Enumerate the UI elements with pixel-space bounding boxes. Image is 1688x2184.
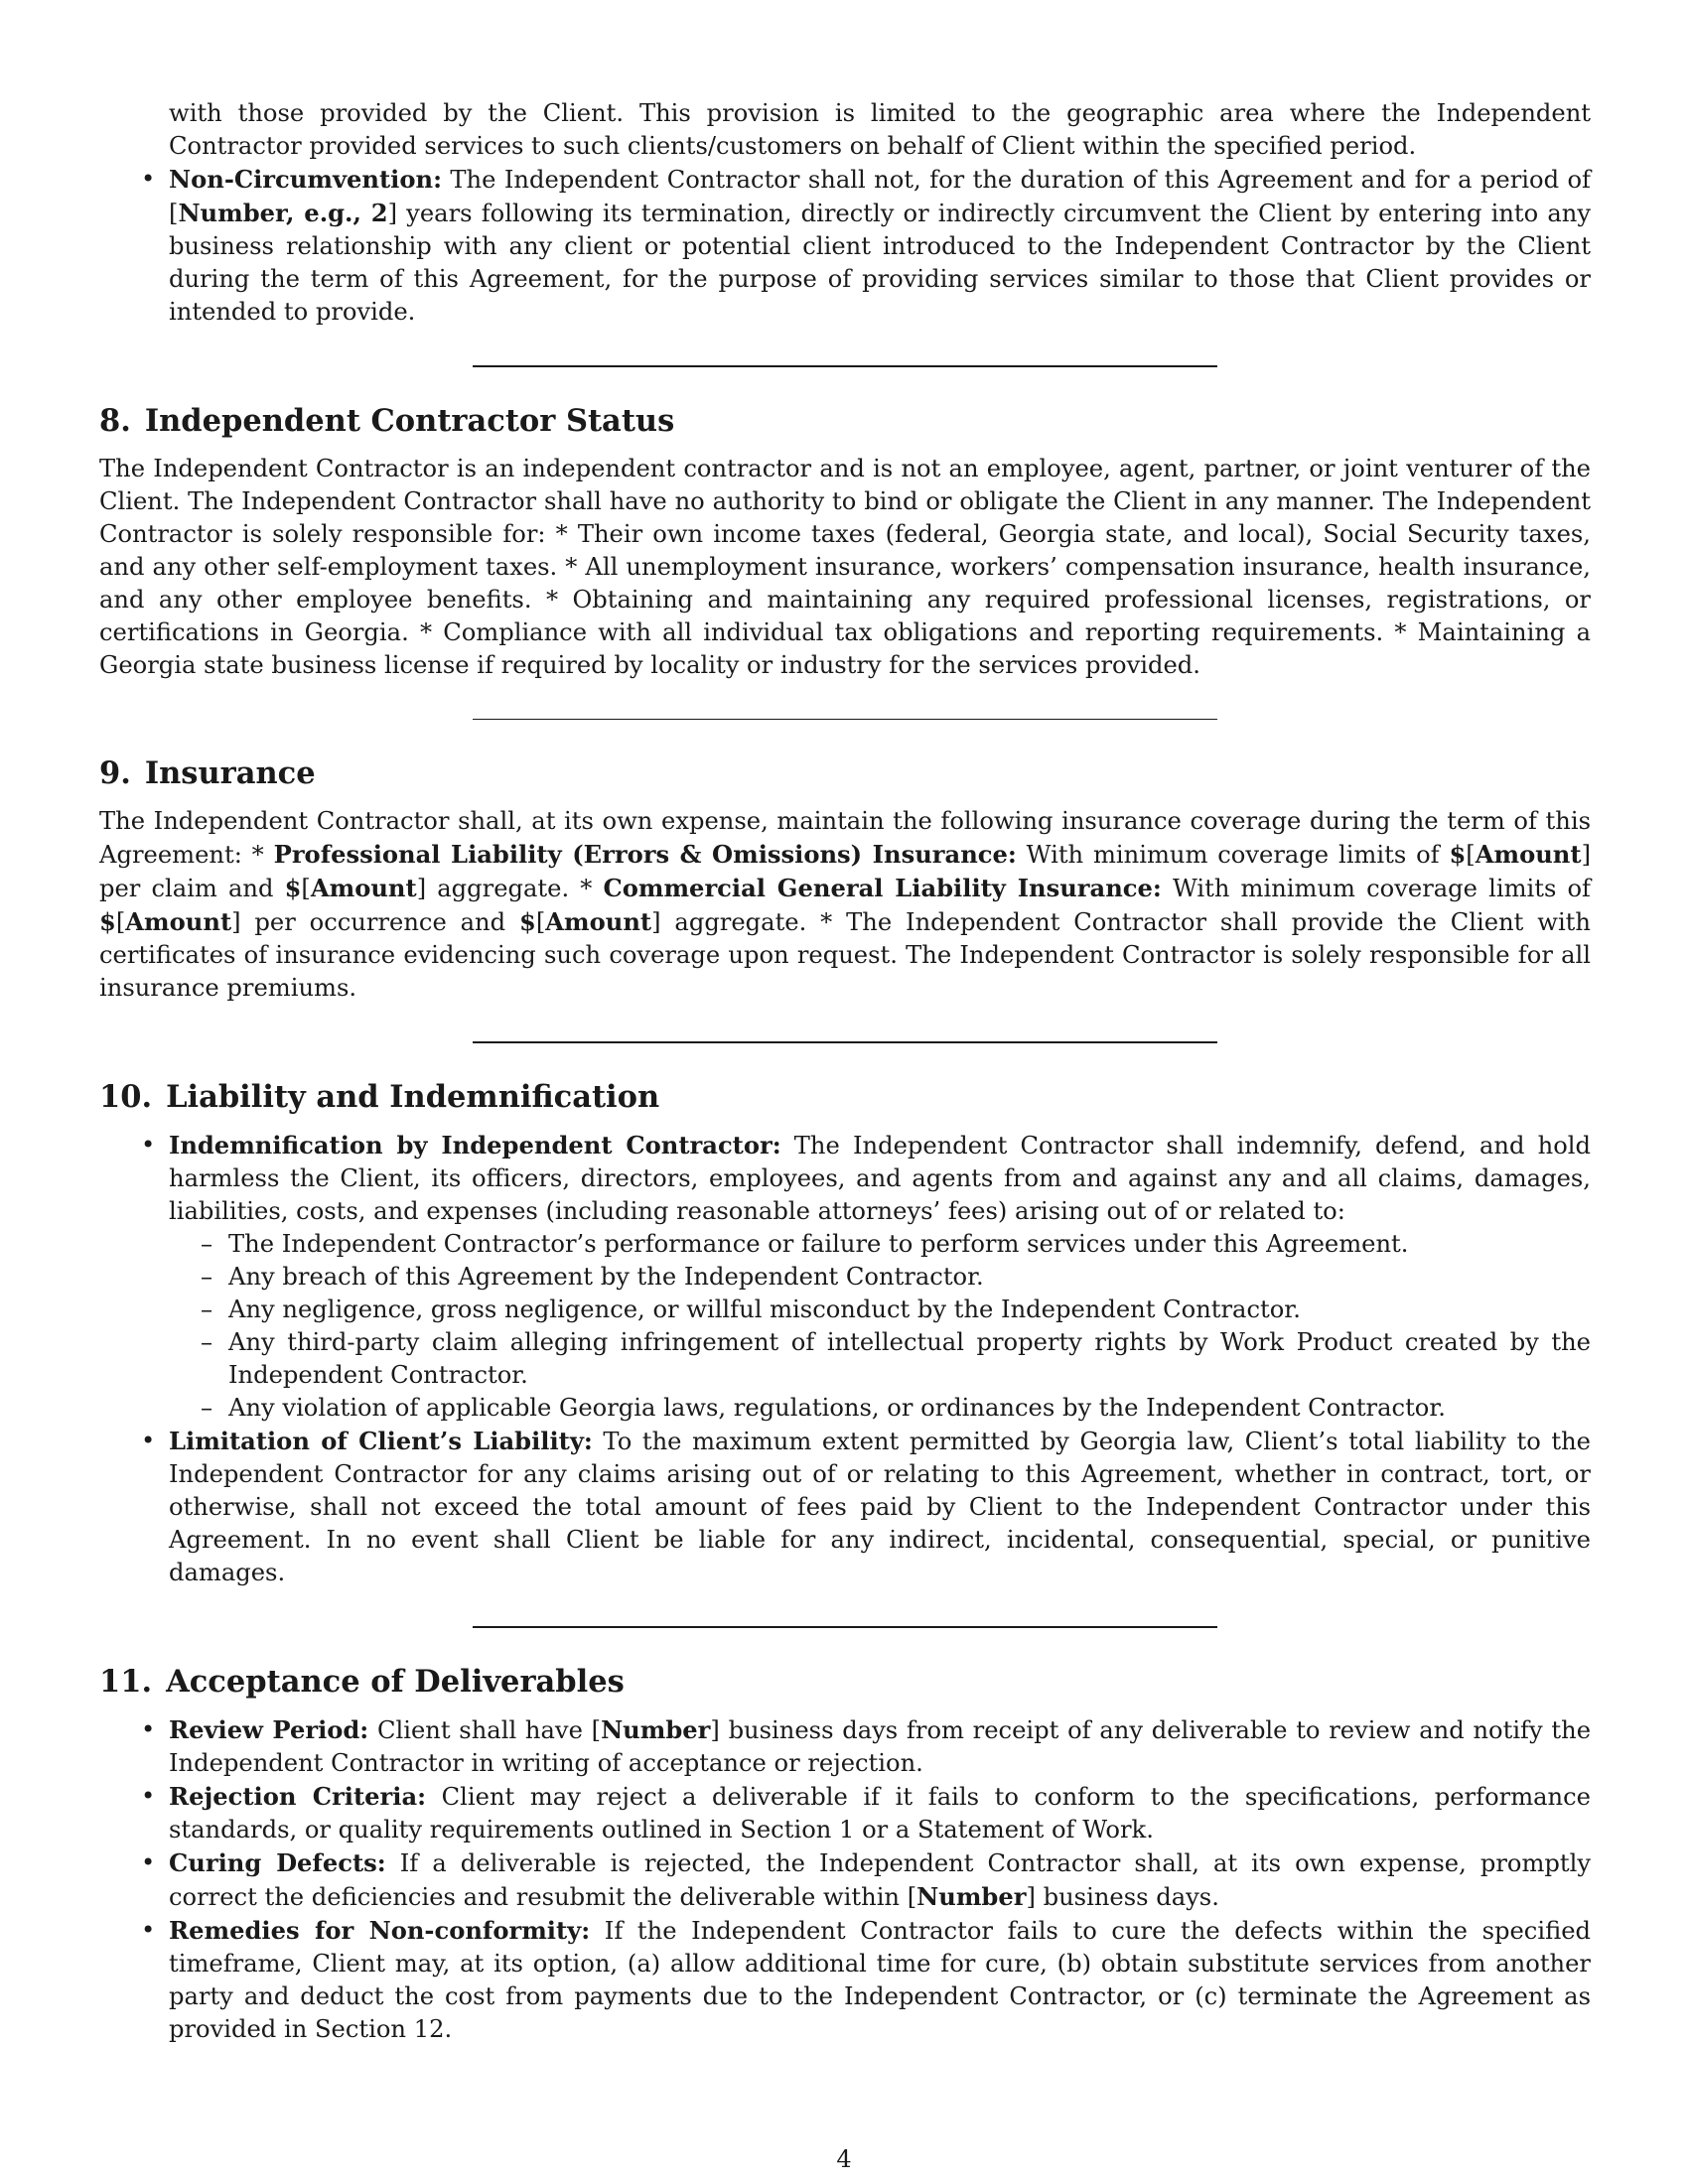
continued-paragraph: [169, 97, 1591, 163]
list-item-curing-defects: [169, 1846, 1591, 1914]
section-heading-10: [99, 1077, 1591, 1117]
text-run: With minimum coverage limits of: [1016, 841, 1450, 869]
list-item-non-circumvention: [169, 163, 1591, 329]
non-circumvention-label: Non-Circumvention:: [169, 165, 442, 194]
continued-text: with those provided by the Client. This provision is limited to the geographic area where the Independent Contractor provided services to such clients/customers on behalf of Client within the specified period.: [169, 99, 1591, 160]
remedies-label: Remedies for Non-conformity:: [169, 1916, 591, 1945]
text-run: [: [301, 875, 311, 902]
list-item-indemnification: [169, 1129, 1591, 1425]
section-divider: [473, 1626, 1217, 1628]
non-circumvention-placeholder: Number, e.g., 2: [178, 199, 388, 227]
text-run: ] per occurrence and: [231, 908, 519, 936]
curing-label: Curing Defects:: [169, 1848, 386, 1877]
section-heading-9: [99, 753, 1591, 793]
sub-list-item: – Any violation of applicable Georgia laws, regulations, or ordinances by the Independent Contractor.: [228, 1392, 1591, 1425]
section-number: 9.: [99, 755, 131, 791]
section-title: Liability and Indemnification: [166, 1079, 660, 1115]
review-text: Client shall have [: [368, 1716, 602, 1744]
bold-run: $: [284, 874, 302, 902]
curing-text: If a deliverable is rejected, the Independent Contractor shall, at its own expense, promptly correct the deficiencies and resubmit the deliverable within [: [169, 1849, 1591, 1911]
sub-list-item: – The Independent Contractor’s performance or failure to perform services under this Agreement.: [228, 1228, 1591, 1261]
section-divider: [473, 365, 1217, 367]
curing-text-2: ] business days.: [1026, 1883, 1219, 1911]
review-label: Review Period:: [169, 1715, 369, 1744]
list-item-limitation: [169, 1425, 1591, 1589]
section-title: Insurance: [144, 755, 316, 791]
sub-list-item: – Any negligence, gross negligence, or willful misconduct by the Independent Contractor.: [228, 1294, 1591, 1326]
limitation-text: To the maximum extent permitted by Georgia law, Client’s total liability to the Independent Contractor for any claims arising out of or relating to this Agreement, whether in contract, tort, or otherwise, shall not exceed the total amount of fees paid by Client to the Independent Contractor under this Agreement. In no event shall Client be liable for any indirect, incidental, consequential, special, or punitive damages.: [169, 1428, 1591, 1586]
review-placeholder: Number: [601, 1715, 711, 1744]
text-run: ] aggregate. *: [416, 875, 604, 902]
section-8-body: The Independent Contractor is an independent contractor and is not an employee, agent, partner, or joint venturer of the Client. The Independent Contractor shall have no authority to bind or obligate the Client in any manner. The Independent Contractor is solely responsible for: * Their own income taxes (federal, Georgia state, and local), Social Security taxes, and any other self-employment taxes. * All unemployment insurance, workers’ compensation insurance, health insurance, and any other employee benefits. * Obtaining and maintaining any required professional licenses, registrations, or certifications in Georgia. * Compliance with all individual tax obligations and reporting requirements. * Maintaining a Georgia state business license if required by locality or industry for the services provided.: [99, 455, 1591, 679]
continued-list: [99, 97, 1591, 329]
list-item-remedies: [169, 1914, 1591, 2046]
section-divider: [473, 1041, 1217, 1043]
text-run: ] per claim and: [99, 841, 1591, 902]
section-title: Acceptance of Deliverables: [166, 1664, 625, 1700]
section-heading-8: [99, 401, 1591, 441]
curing-placeholder: Number: [916, 1882, 1027, 1911]
section-number: 8.: [99, 403, 131, 439]
bold-run: $: [518, 907, 536, 936]
page-number: 4: [836, 2145, 852, 2173]
list-item-review-period: [169, 1713, 1591, 1780]
bold-run: Amount: [125, 907, 232, 936]
non-circumvention-text: The Independent Contractor shall not, for the duration of this Agreement and for a period of [: [169, 166, 1591, 227]
bold-run: Amount: [545, 907, 652, 936]
indemnification-text: The Independent Contractor shall indemnify, defend, and hold harmless the Client, its officers, directors, employees, and agents from and against any and all claims, damages, liabilities, costs, and expenses (including reasonable attorneys’ fees) arising out of or related to:: [169, 1132, 1591, 1225]
text-run: The Independent Contractor shall, at its own expense, maintain the following insurance coverage during the term of this Agreement: *: [99, 807, 1591, 869]
limitation-label: Limitation of Client’s Liability:: [169, 1427, 593, 1455]
section-number: 10.: [99, 1079, 153, 1115]
section-10-list: [99, 1129, 1591, 1589]
text-run: With minimum coverage limits of: [1161, 875, 1591, 902]
sub-list-item: – Any third-party claim alleging infringement of intellectual property rights by Work Product created by the Independent Contractor.: [228, 1326, 1591, 1392]
bold-run: $: [99, 907, 116, 936]
section-number: 11.: [99, 1664, 153, 1700]
section-title: Independent Contractor Status: [144, 403, 675, 439]
text-run: ] aggregate. * The Independent Contractor shall provide the Client with certificates of insurance evidencing such coverage upon request. The Independent Contractor is solely responsible for all insurance premiums.: [99, 908, 1591, 1002]
indemnification-label: Indemnification by Independent Contractor:: [169, 1131, 781, 1160]
list-item-rejection-criteria: [169, 1780, 1591, 1846]
rejection-label: Rejection Criteria:: [169, 1782, 427, 1811]
section-11-list: [99, 1713, 1591, 2046]
section-divider: [473, 719, 1217, 720]
section-heading-11: [99, 1662, 1591, 1702]
section-9-body: [99, 805, 1591, 1005]
sub-list-item: – Any breach of this Agreement by the Independent Contractor.: [228, 1261, 1591, 1294]
bold-run: Amount: [310, 874, 417, 902]
document-page: [99, 97, 1591, 2046]
text-run: [: [535, 908, 546, 936]
bold-run: $: [1449, 840, 1467, 869]
non-circumvention-text-2: ] years following its termination, directly or indirectly circumvent the Client by entering into any business relationship with any client or potential client introduced to the Independent Contractor by the Client during the term of this Agreement, for the purpose of providing services similar to those that Client provides or intended to provide.: [169, 200, 1591, 326]
bold-run: Professional Liability (Errors & Omissions) Insurance:: [273, 840, 1017, 869]
bold-run: Amount: [1475, 840, 1582, 869]
text-run: [: [115, 908, 126, 936]
rejection-text: Client may reject a deliverable if it fails to conform to the specifications, performance standards, or quality requirements outlined in Section 1 or a Statement of Work.: [169, 1783, 1591, 1843]
remedies-text: If the Independent Contractor fails to cure the defects within the specified timeframe, Client may, at its option, (a) allow additional time for cure, (b) obtain substitute services from another party and deduct the cost from payments due to the Independent Contractor, or (c) terminate the Agreement as provided in Section 12.: [169, 1917, 1592, 2043]
indemnification-sublist: [169, 1228, 1591, 1425]
review-text-2: ] business days from receipt of any deliverable to review and notify the Independent Contractor in writing of acceptance or rejection.: [169, 1716, 1592, 1777]
text-run: [: [1466, 841, 1476, 869]
bold-run: Commercial General Liability Insurance:: [603, 874, 1162, 902]
